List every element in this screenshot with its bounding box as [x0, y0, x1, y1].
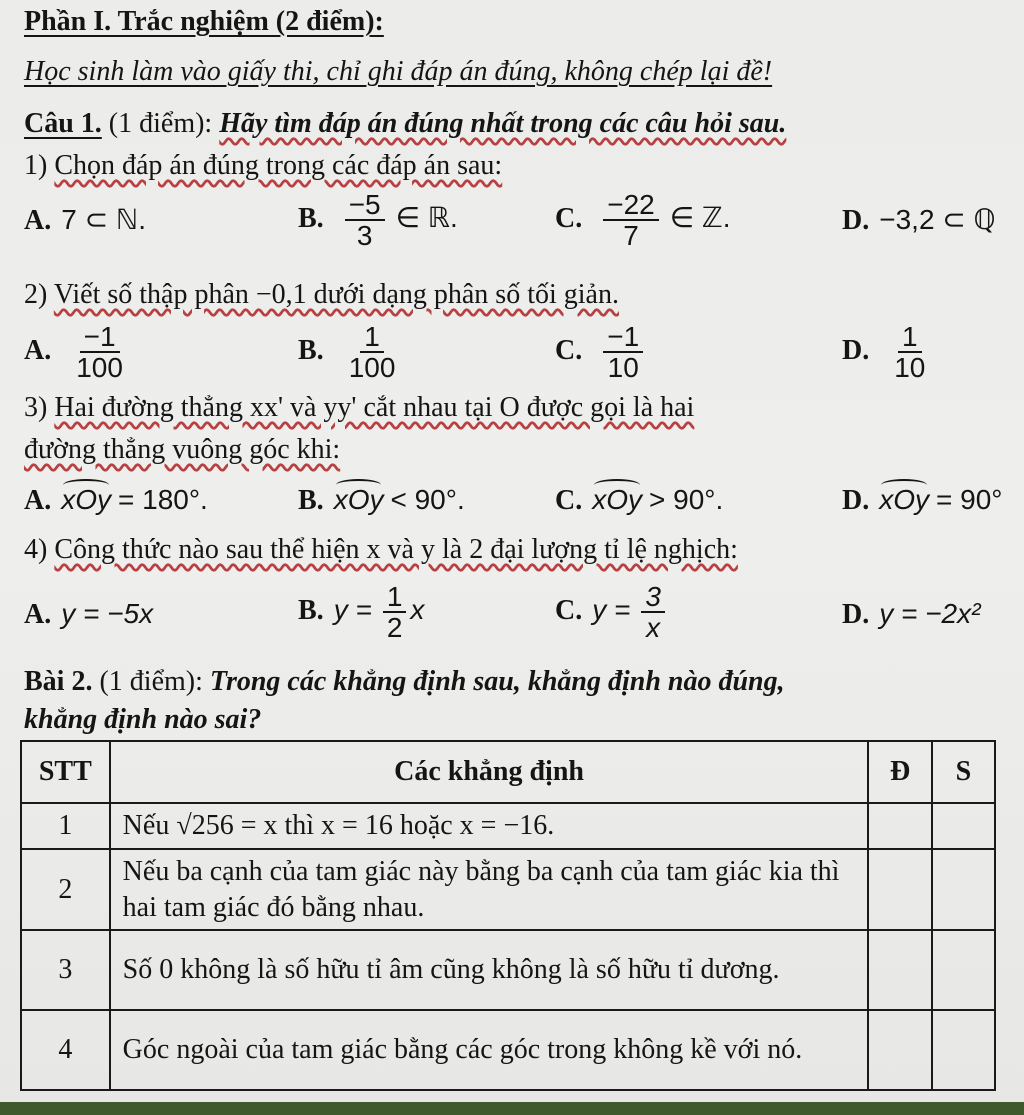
true-answer-cell[interactable]	[868, 1010, 931, 1090]
q4-option-a: A. y = −5x	[24, 598, 154, 630]
table-header-row	[21, 741, 995, 803]
q3-option-a: A. xOy = 180°.	[24, 484, 208, 516]
row-statement: Nếu √256 = x thì x = 16 hoặc x = −16.	[110, 803, 869, 849]
statements-table	[20, 740, 996, 1091]
q2-option-c: C. $\frac{-1}{10}$	[555, 322, 647, 383]
q2-option-b: B. $\frac{1}{100}$	[298, 321, 396, 384]
q2-option-a: A. $\frac{-1}{100}$	[24, 321, 123, 384]
fraction: $\frac{-22}{7}$	[603, 190, 659, 251]
bottom-bar	[0, 1102, 1024, 1115]
false-answer-cell[interactable]	[932, 930, 995, 1010]
row-number: 3	[21, 930, 110, 1010]
q4-option-b: B. y = $\frac{1}{2}$ x	[298, 581, 425, 644]
true-answer-cell[interactable]	[868, 849, 931, 930]
part-title: Phần I. Trắc nghiệm (2 điểm):	[24, 6, 384, 37]
q3-option-b: B. xOy < 90°.	[298, 484, 465, 516]
row-number: 4	[21, 1010, 110, 1090]
subquestion-2: 2) Viết số thập phân −0,1 dưới dạng phân số tối giản.	[24, 279, 619, 310]
q1-option-b: B. $\frac{-5}{3}$ ∈ ℝ.	[298, 189, 458, 252]
header-false: S	[932, 741, 995, 803]
q3-option-d: D. xOy = 90°	[842, 484, 1003, 516]
table-row	[21, 1010, 995, 1090]
subquestion-3-cont: đường thẳng vuông góc khi:	[24, 434, 341, 465]
q1-option-c: C. $\frac{-22}{7}$ ∈ ℤ.	[555, 189, 731, 252]
q1-option-a: A. 7 ⊂ ℕ.	[24, 204, 147, 236]
table-row	[21, 930, 995, 1010]
true-answer-cell[interactable]	[868, 930, 931, 1010]
row-statement: Góc ngoài của tam giác bằng các góc trong không kề với nó.	[110, 1010, 869, 1090]
question-1-heading: Câu 1. (1 điểm): Hãy tìm đáp án đúng nhất trong các câu hỏi sau.	[24, 108, 787, 139]
q3-option-c: C. xOy > 90°.	[555, 484, 724, 516]
false-answer-cell[interactable]	[932, 803, 995, 849]
header-stt: STT	[21, 741, 110, 803]
subquestion-4: 4) Công thức nào sau thể hiện x và y là 2 đại lượng tỉ lệ nghịch:	[24, 534, 738, 565]
exercise-2-heading-cont: khẳng định nào sai?	[24, 704, 262, 735]
q1-option-d: D. −3,2 ⊂ ℚ	[842, 204, 996, 236]
subquestion-3: 3) Hai đường thẳng xx' và yy' cắt nhau tại O được gọi là hai	[24, 392, 695, 423]
header-true: Đ	[868, 741, 931, 803]
row-number: 2	[21, 849, 110, 930]
table-row	[21, 849, 995, 930]
subquestion-1: 1) Chọn đáp án đúng trong các đáp án sau:	[24, 150, 503, 181]
q4-option-d: D. y = −2x²	[842, 598, 981, 630]
row-number: 1	[21, 803, 110, 849]
instruction: Học sinh làm vào giấy thi, chỉ ghi đáp án đúng, không chép lại đề!	[24, 56, 773, 87]
header-statement: Các khẳng định	[110, 741, 869, 803]
true-answer-cell[interactable]	[868, 803, 931, 849]
q2-option-d: D. $\frac{1}{10}$	[842, 321, 926, 384]
row-statement: Nếu ba cạnh của tam giác này bằng ba cạnh của tam giác kia thì hai tam giác đó bằng nhau.	[110, 849, 869, 930]
row-statement: Số 0 không là số hữu tỉ âm cũng không là số hữu tỉ dương.	[110, 930, 869, 1010]
q4-option-c: C. y = $\frac{3}{x}$	[555, 582, 669, 643]
false-answer-cell[interactable]	[932, 849, 995, 930]
exercise-2-heading: Bài 2. (1 điểm): Trong các khẳng định sau, khẳng định nào đúng,	[24, 666, 785, 697]
table-row	[21, 803, 995, 849]
fraction: $\frac{-5}{3}$	[345, 190, 385, 251]
false-answer-cell[interactable]	[932, 1010, 995, 1090]
